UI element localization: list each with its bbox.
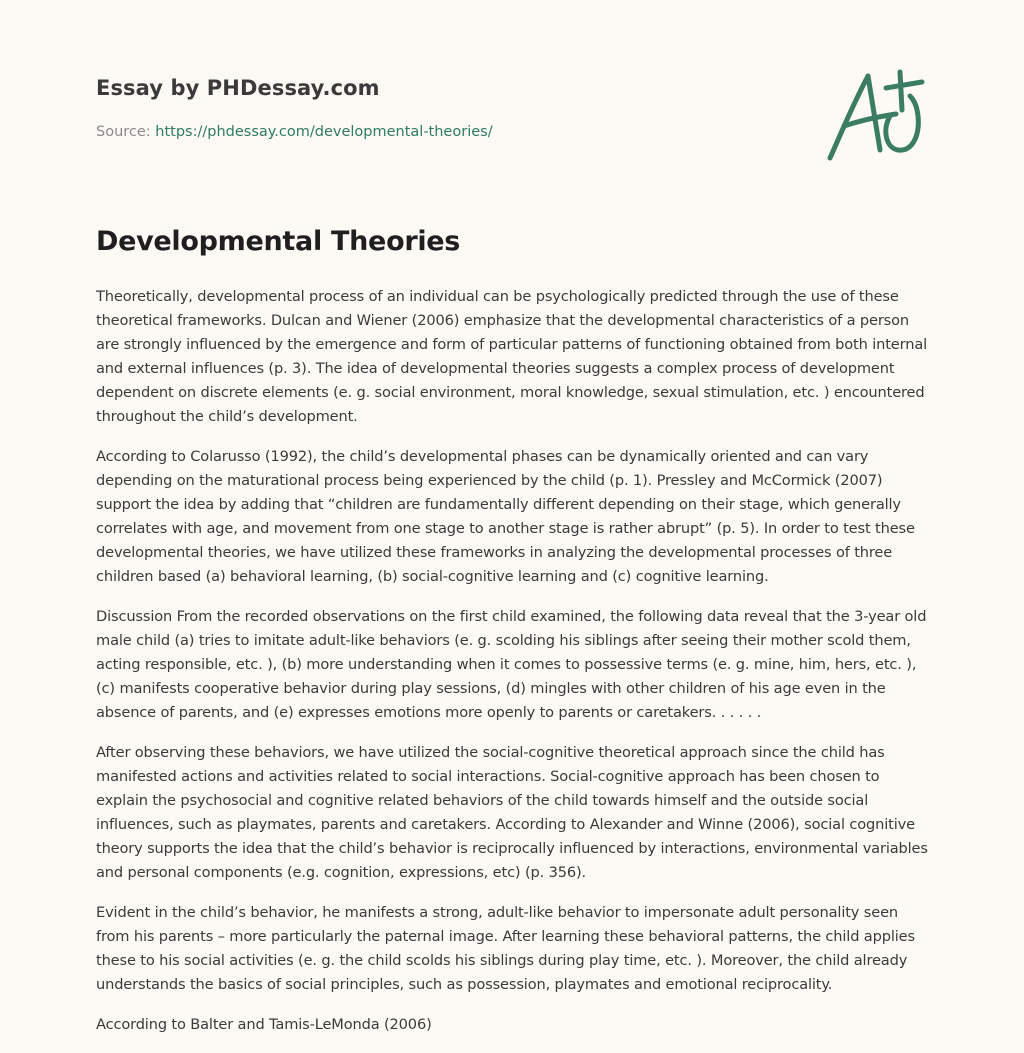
article-title: Developmental Theories	[96, 226, 461, 257]
article-paragraph: Discussion From the recorded observations on the first child examined, the following data reveal that the 3-year old male child (a) tries to imitate adult-like behaviors (e. g. scolding his siblings after seeing their mother scold them, acting responsible, etc. ), (b) more understanding when it comes to possessive terms (e. g. mine, him, hers, etc. ), (c) manifests cooperative behavior during play sessions, (d) mingles with other children of his age even in the absence of parents, and (e) expresses emotions more openly to parents or caretakers. . . . . .	[96, 608, 927, 721]
article-paragraph: According to Balter and Tamis-LeMonda (2006)	[96, 1016, 432, 1033]
article-body	[96, 285, 932, 1053]
source-label: Source:	[96, 124, 151, 140]
article-paragraph: Evident in the child’s behavior, he manifests a strong, adult-like behavior to impersonate adult personality seen from his parents – more particularly the paternal image. After learning these behavioral patterns, the child applies these to his social activities (e. g. the child scolds his siblings during play time, etc. ). Moreover, the child already understands the basics of social principles, such as possession, playmates and emotional reciprocality.	[96, 904, 915, 993]
source-line	[96, 124, 493, 140]
article-paragraph: Theoretically, developmental process of an individual can be psychologically predicted through the use of these theoretical frameworks. Dulcan and Wiener (2006) emphasize that the developmental characteristics of a person are strongly influenced by the emergence and form of particular patterns of functioning obtained from both internal and external influences (p. 3). The idea of developmental theories suggests a complex process of development dependent on discrete elements (e. g. social environment, moral knowledge, sexual stimulation, etc. ) encountered throughout the child’s development.	[96, 288, 928, 425]
site-title: Essay by PHDessay.com	[96, 76, 380, 100]
article-paragraph: After observing these behaviors, we have utilized the social-cognitive theoretical approach since the child has manifested actions and activities related to social interactions. Social-cognitive approach has been chosen to explain the psychosocial and cognitive related behaviors of the child towards himself and the outside social influences, such as playmates, parents and caretakers. According to Alexander and Winne (2006), social cognitive theory supports the idea that the child’s behavior is reciprocally influenced by interactions, environmental variables and personal components (e.g. cognition, expressions, etc) (p. 356).	[96, 744, 928, 881]
source-link[interactable]: https://phdessay.com/developmental-theories/	[155, 124, 493, 140]
article-paragraph: According to Colarusso (1992), the child’s developmental phases can be dynamically oriented and can vary depending on the maturational process being experienced by the child (p. 1). Pressley and McCormick (2007) support the idea by adding that “children are fundamentally different depending on their stage, which generally correlates with age, and movement from one stage to another stage is rather abrupt” (p. 5). In order to test these developmental theories, we have utilized these frameworks in analyzing the developmental processes of three children based (a) behavioral learning, (b) social-cognitive learning and (c) cognitive learning.	[96, 448, 915, 585]
a-plus-logo-icon	[822, 66, 930, 166]
a-plus-logo	[822, 66, 930, 166]
